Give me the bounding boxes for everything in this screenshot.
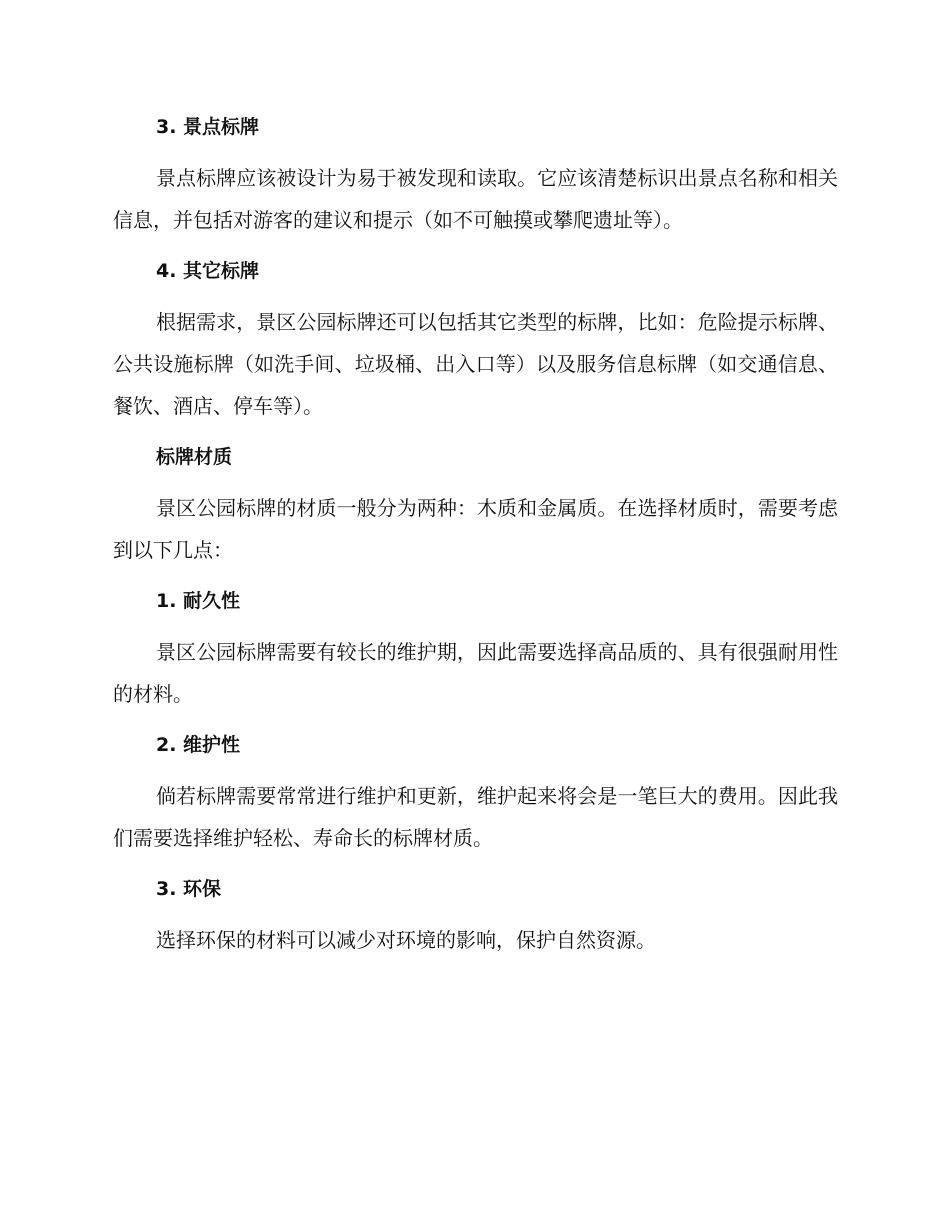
section-paragraph-eco-friendly: 选择环保的材料可以减少对环境的影响，保护自然资源。 <box>156 928 656 952</box>
section-heading-sign-materials: 标牌材质 <box>156 446 233 468</box>
section-paragraph-maintainability: 倘若标牌需要常常进行维护和更新，维护起来将会是一笔巨大的费用。因此我们需要选择维护轻松、寿命长的标牌材质。 <box>113 784 838 850</box>
section-paragraph-durability: 景区公园标牌需要有较长的维护期，因此需要选择高品质的、具有很强耐用性的材料。 <box>113 640 838 706</box>
section-heading-scenic-signs: 3. 景点标牌 <box>156 116 260 138</box>
document-body <box>113 108 838 961</box>
section-heading-other-signs: 4. 其它标牌 <box>156 260 260 282</box>
section-heading-eco-friendly: 3. 环保 <box>156 878 222 900</box>
section-paragraph-other-signs: 根据需求，景区公园标牌还可以包括其它类型的标牌，比如：危险提示标牌、公共设施标牌（如洗手间、垃圾桶、出入口等）以及服务信息标牌（如交通信息、餐饮、酒店、停车等）。 <box>113 310 838 418</box>
section-heading-durability: 1. 耐久性 <box>156 590 241 612</box>
section-paragraph-scenic-signs: 景点标牌应该被设计为易于被发现和读取。它应该清楚标识出景点名称和相关信息，并包括对游客的建议和提示（如不可触摸或攀爬遗址等）。 <box>113 166 838 232</box>
section-paragraph-sign-materials: 景区公园标牌的材质一般分为两种：木质和金属质。在选择材质时，需要考虑到以下几点： <box>113 496 838 562</box>
section-heading-maintainability: 2. 维护性 <box>156 734 241 756</box>
